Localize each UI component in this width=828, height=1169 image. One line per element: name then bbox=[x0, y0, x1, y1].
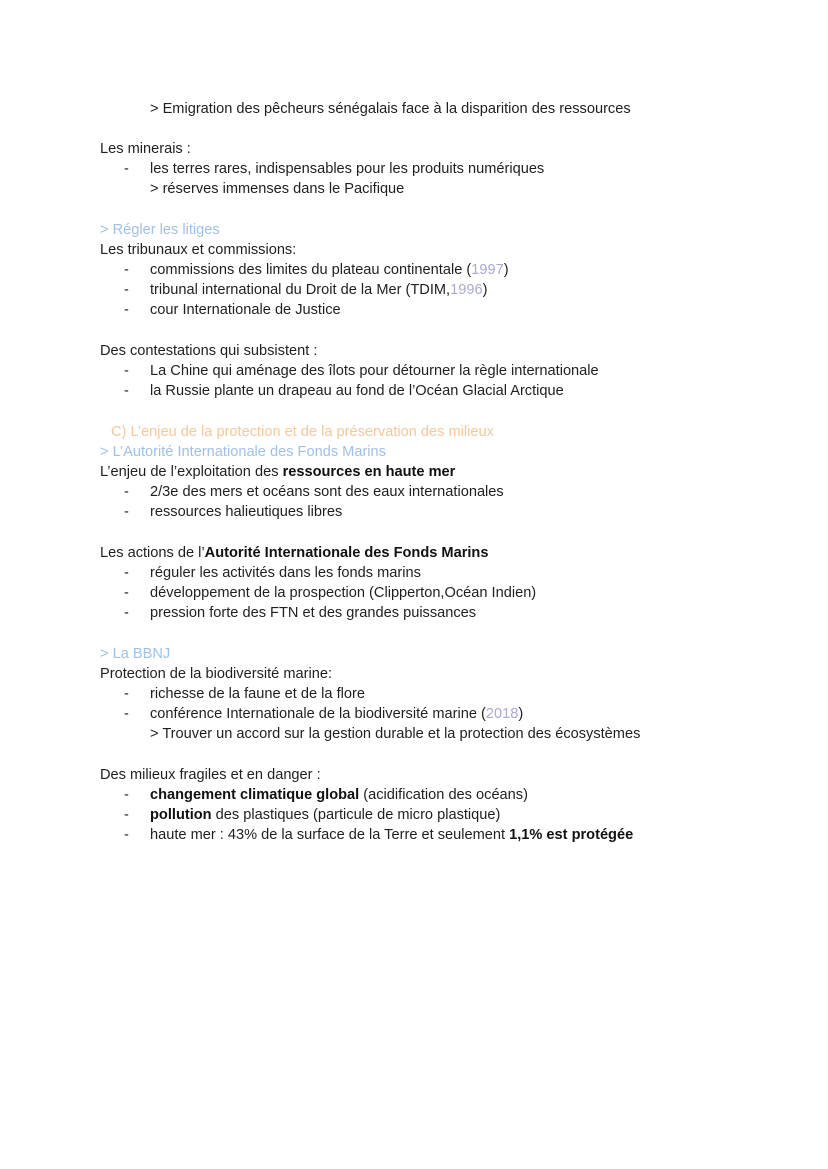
list-item-eaux-internationales: 2/3e des mers et océans sont des eaux internationales bbox=[150, 484, 504, 500]
bullet-dash: - bbox=[124, 484, 129, 500]
list-item-chine: La Chine qui aménage des îlots pour détourner la règle internationale bbox=[150, 363, 599, 379]
heading-actions-autorite bbox=[100, 543, 488, 563]
bold-text: ressources en haute mer bbox=[282, 464, 456, 480]
year-1997: 1997 bbox=[471, 262, 504, 278]
bold-text: 1,1% est protégée bbox=[509, 827, 634, 843]
list-item-conference bbox=[150, 704, 523, 724]
list-item-pollution bbox=[150, 805, 500, 825]
bullet-dash: - bbox=[124, 161, 129, 177]
list-item-commissions bbox=[150, 260, 509, 280]
text-span: haute mer : 43% de la surface de la Terre et seulement bbox=[150, 827, 510, 843]
bullet-dash: - bbox=[124, 706, 129, 722]
section-title-autorite: > L’Autorité Internationale des Fonds Marins bbox=[100, 444, 386, 460]
bullet-dash: - bbox=[124, 363, 129, 379]
bold-text: pollution bbox=[150, 807, 212, 823]
bullet-dash: - bbox=[124, 605, 129, 621]
text-span: des plastiques (particule de micro plastique) bbox=[211, 807, 501, 823]
heading-enjeu-exploitation bbox=[100, 462, 455, 482]
year-1996: 1996 bbox=[450, 282, 483, 298]
bullet-dash: - bbox=[124, 302, 129, 318]
sub-item-reserves: > réserves immenses dans le Pacifique bbox=[150, 181, 405, 197]
list-item-haute-mer bbox=[150, 825, 633, 845]
heading-minerais: Les minerais : bbox=[100, 141, 191, 157]
list-item-tribunal bbox=[150, 280, 487, 300]
text-span: ) bbox=[518, 706, 524, 722]
list-item-changement-climatique bbox=[150, 785, 528, 805]
heading-tribunaux: Les tribunaux et commissions: bbox=[100, 242, 297, 258]
bullet-dash: - bbox=[124, 565, 129, 581]
text-line-emigration: > Emigration des pêcheurs sénégalais face à la disparition des ressources bbox=[150, 101, 631, 117]
heading-protection-biodiversite: Protection de la biodiversité marine: bbox=[100, 666, 332, 682]
text-span: Les actions de l’ bbox=[100, 545, 205, 561]
heading-contestations: Des contestations qui subsistent : bbox=[100, 343, 318, 359]
text-span: conférence Internationale de la biodiversité marine ( bbox=[150, 706, 486, 722]
text-span: tribunal international du Droit de la Mer (TDIM, bbox=[150, 282, 451, 298]
text-span: ) bbox=[482, 282, 488, 298]
section-title-regler-litiges: > Régler les litiges bbox=[100, 222, 220, 238]
bullet-dash: - bbox=[124, 504, 129, 520]
bullet-dash: - bbox=[124, 262, 129, 278]
bullet-dash: - bbox=[124, 383, 129, 399]
list-item-russie: la Russie plante un drapeau au fond de l’Océan Glacial Arctique bbox=[150, 383, 564, 399]
list-item-reguler: réguler les activités dans les fonds marins bbox=[150, 565, 421, 581]
bold-text: Autorité Internationale des Fonds Marins bbox=[204, 545, 489, 561]
list-item-cour: cour Internationale de Justice bbox=[150, 302, 341, 318]
bullet-dash: - bbox=[124, 807, 129, 823]
bullet-dash: - bbox=[124, 686, 129, 702]
year-2018: 2018 bbox=[485, 706, 519, 722]
list-item-pression: pression forte des FTN et des grandes puissances bbox=[150, 605, 477, 621]
text-span: (acidification des océans) bbox=[359, 787, 528, 803]
section-title-bbnj: > La BBNJ bbox=[100, 646, 171, 662]
list-item-prospection: développement de la prospection (Clipperton,Océan Indien) bbox=[150, 585, 537, 601]
list-item-ressources-halieutiques: ressources halieutiques libres bbox=[150, 504, 343, 520]
sub-item-accord: > Trouver un accord sur la gestion durable et la protection des écosystèmes bbox=[150, 726, 641, 742]
text-span: L’enjeu de l’exploitation des bbox=[100, 464, 283, 480]
bold-text: changement climatique global bbox=[150, 787, 360, 803]
list-item-terres-rares: les terres rares, indispensables pour les produits numériques bbox=[150, 161, 545, 177]
list-item-richesse: richesse de la faune et de la flore bbox=[150, 686, 365, 702]
heading-milieux-fragiles: Des milieux fragiles et en danger : bbox=[100, 767, 321, 783]
bullet-dash: - bbox=[124, 787, 129, 803]
bullet-dash: - bbox=[124, 282, 129, 298]
text-span: commissions des limites du plateau continentale ( bbox=[150, 262, 472, 278]
bullet-dash: - bbox=[124, 827, 129, 843]
section-title-c: C) L’enjeu de la protection et de la préservation des milieux bbox=[111, 424, 494, 440]
text-span: ) bbox=[503, 262, 509, 278]
bullet-dash: - bbox=[124, 585, 129, 601]
